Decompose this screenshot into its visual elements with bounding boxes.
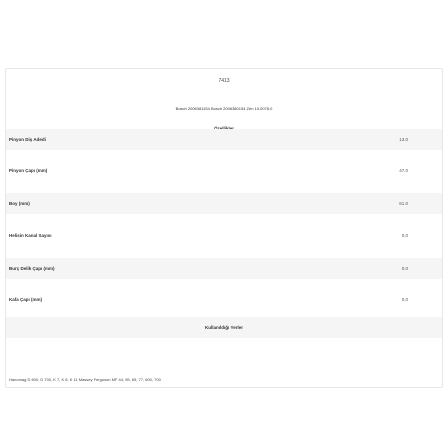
feature-row — [6, 160, 442, 181]
feature-label: Pinyon Çapı (mm) — [9, 168, 48, 173]
reference-codes: Bosch 2006381154 Bosch 2006380154 Zen 10.0078.0 — [175, 106, 273, 111]
feature-value: 0.0 — [401, 233, 408, 238]
feature-row — [6, 258, 442, 279]
feature-row — [6, 193, 442, 214]
feature-row — [6, 289, 442, 310]
feature-label: Boy (mm) — [9, 201, 30, 206]
feature-label: Pinyon Diş Adedi — [9, 137, 46, 142]
feature-row — [6, 225, 442, 246]
feature-row — [6, 129, 442, 150]
feature-label: Helisin Kanal Sayısı — [9, 233, 52, 238]
usage-header-row — [6, 317, 442, 338]
feature-label: Burç Delik Çapı (mm) — [9, 266, 55, 271]
feature-value: 13.0 — [399, 137, 408, 142]
feature-value: 61.0 — [399, 201, 408, 206]
feature-label: Kafa Çapı (mm) — [9, 297, 43, 302]
product-code: 7413 — [218, 78, 230, 84]
feature-value: 0.0 — [401, 266, 408, 271]
vehicle-list: Hanomag D 600, D 700, K 7, K 8, K 11 Massey Ferguson MF 44, 55, 65, 77, 600, 700 — [9, 377, 161, 382]
feature-value: 47.0 — [399, 168, 408, 173]
usage-title: Kullanıldığı Yerler — [205, 325, 243, 330]
feature-value: 0.0 — [401, 297, 408, 302]
